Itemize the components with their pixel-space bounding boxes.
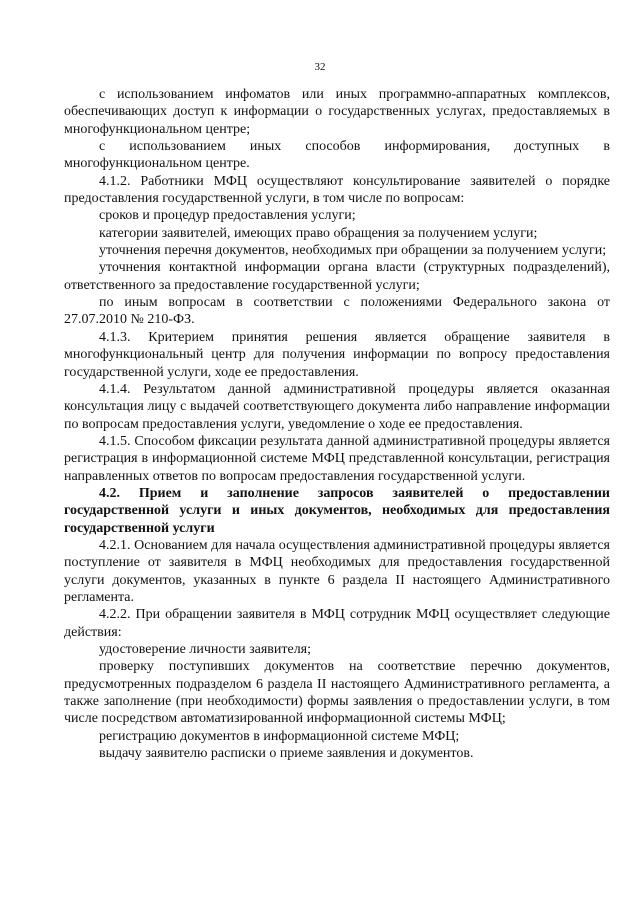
paragraph: по иным вопросам в соответствии с положениями Федерального закона от 27.07.2010 № 210-ФЗ. [64, 295, 610, 328]
paragraph: с использованием иных способов информирования, доступных в многофункциональном центре. [64, 139, 610, 172]
paragraph: уточнения перечня документов, необходимых при обращении за получением услуги; [99, 243, 607, 259]
paragraph: 4.1.3. Критерием принятия решения является обращение заявителя в многофункциональный центр для получения информации по вопросу предоставления государственной услуги, ходе ее предоставления. [64, 329, 610, 380]
page-number: 32 [314, 61, 326, 73]
paragraph: регистрацию документов в информационной системе МФЦ; [99, 728, 460, 744]
paragraph: уточнения контактной информации органа власти (структурных подразделений), ответственного за предоставление государственной услуги; [64, 260, 610, 293]
paragraph: 4.2.1. Основанием для начала осуществления административной процедуры является поступление от заявителя в МФЦ необходимых для предоставления государственной услуги документов, указанных в пункте 6 раздела II настоящего Административного регламента. [64, 537, 610, 605]
paragraph: сроков и процедур предоставления услуги; [99, 208, 356, 224]
paragraph: удостоверение личности заявителя; [99, 642, 312, 657]
paragraph: 4.1.4. Результатом данной административной процедуры является оказанная консультация лицу с выдачей соответствующего документа либо направление информации по вопросам предоставления услуги, уведомление о ходе ее предоставления. [64, 381, 610, 432]
paragraph: 4.1.2. Работники МФЦ осуществляют консультирование заявителей о порядке предоставления государственной услуги, в том числе по вопросам: [64, 173, 610, 207]
paragraph: выдачу заявителю расписки о приеме заявления и документов. [99, 746, 474, 762]
paragraph: проверку поступивших документов на соответствие перечню документов, предусмотренных подразделом 6 раздела II настоящего Административного регламента, а также заполнение (при необходимости) формы заявления о предоставлении услуги, в том числе посредством автоматизированной информационной системы МФЦ; [64, 659, 610, 727]
paragraph: категории заявителей, имеющих право обращения за получением услуги; [99, 225, 538, 241]
paragraph: 4.2.2. При обращении заявителя в МФЦ сотрудник МФЦ осуществляет следующие действия: [64, 607, 610, 640]
paragraph: 4.1.5. Способом фиксации результата данной административной процедуры является регистрация в информационной системе МФЦ представленной консультации, регистрация направленных ответов по вопросам предоставления государственной услуги. [64, 433, 610, 484]
document-body [64, 86, 610, 762]
section-heading: 4.2. Прием и заполнение запросов заявителей о предоставлении государственной услуги и иных документов, необходимых для предоставления государственной услуги [64, 485, 610, 536]
paragraph: с использованием инфоматов или иных программно-аппаратных комплексов, обеспечивающих доступ к информации о государственных услугах, предоставляемых в многофункциональном центре; [64, 87, 610, 137]
